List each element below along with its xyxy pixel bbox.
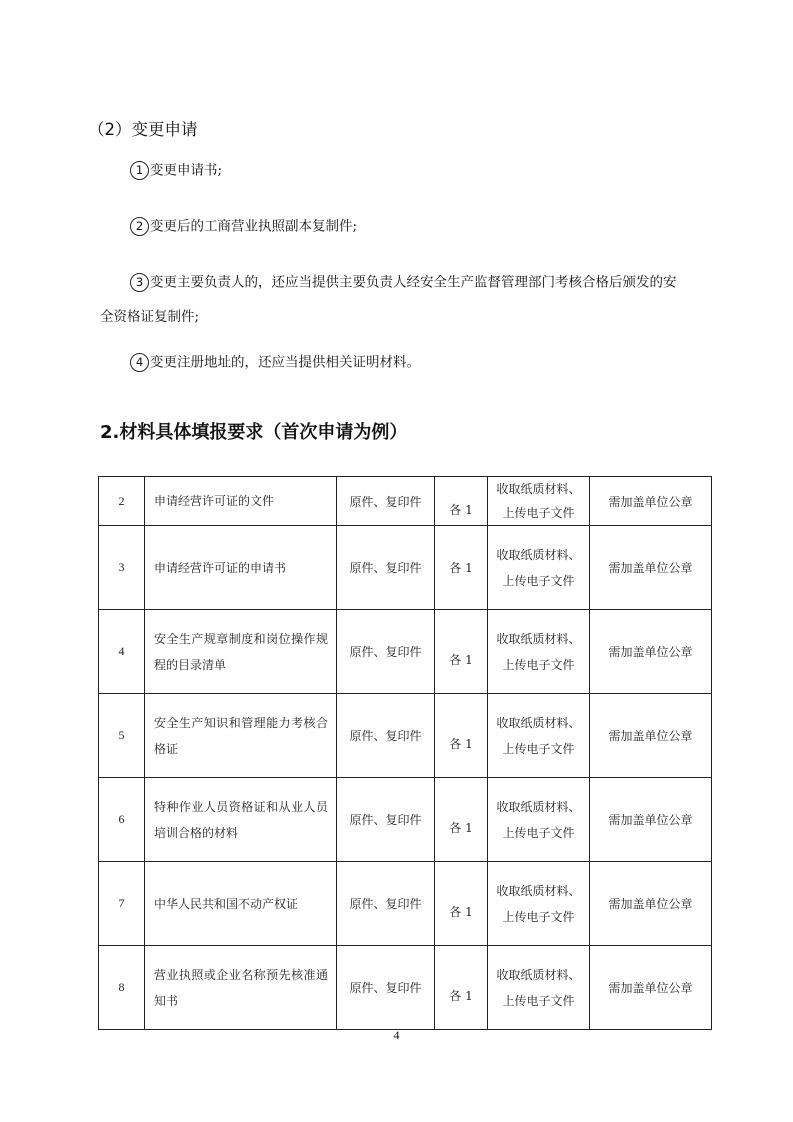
form-line: 上传电子文件 (502, 741, 575, 756)
table-row (99, 862, 712, 946)
cell-note: 需加盖单位公章 (590, 526, 712, 610)
cell-note: 需加盖单位公章 (590, 694, 712, 778)
cell-note: 需加盖单位公章 (590, 862, 712, 946)
list-item-text: 变更主要负责人的，还应当提供主要负责人经安全生产监督管理部门考核合格后颁发的安 (150, 274, 677, 291)
cell-submission-form (488, 694, 590, 778)
cell-material-name: 安全生产规章制度和岗位操作规程的目录清单 (145, 610, 337, 694)
cell-submission-form (488, 610, 590, 694)
quantity-text: 各 1 (449, 502, 473, 517)
circled-number: 1 (130, 161, 149, 180)
cell-number: 4 (99, 610, 145, 694)
form-line: 上传电子文件 (502, 909, 575, 924)
cell-quantity (435, 946, 488, 1030)
list-item (130, 216, 357, 237)
list-item (130, 272, 677, 293)
cell-quantity (435, 477, 488, 526)
form-line: 收取纸质材料、 (496, 715, 581, 730)
table-row (99, 946, 712, 1030)
form-line: 上传电子文件 (502, 657, 575, 672)
circled-number: 3 (130, 273, 149, 292)
cell-number: 8 (99, 946, 145, 1030)
form-line: 收取纸质材料、 (496, 799, 581, 814)
cell-submission-form (488, 946, 590, 1030)
list-item (130, 352, 420, 373)
form-line: 收取纸质材料、 (496, 631, 581, 646)
table-row (99, 610, 712, 694)
materials-table (98, 476, 712, 1030)
cell-material-type: 原件、复印件 (337, 477, 435, 526)
cell-submission-form (488, 862, 590, 946)
cell-material-name: 营业执照或企业名称预先核准通知书 (145, 946, 337, 1030)
form-line: 收取纸质材料、 (496, 883, 581, 898)
cell-number: 5 (99, 694, 145, 778)
table-row (99, 477, 712, 526)
list-item-text: 变更后的工商营业执照副本复制件; (150, 218, 358, 235)
quantity-text: 各 1 (449, 653, 473, 667)
circled-number: 2 (130, 217, 149, 236)
cell-quantity (435, 778, 488, 862)
cell-material-type: 原件、复印件 (337, 610, 435, 694)
cell-submission-form (488, 526, 590, 610)
cell-material-type: 原件、复印件 (337, 778, 435, 862)
form-line: 上传电子文件 (502, 993, 575, 1008)
table-row (99, 526, 712, 610)
sub-heading-change-application: （2）变更申请 (88, 120, 198, 139)
quantity-text: 各 1 (449, 989, 473, 1003)
cell-material-name: 安全生产知识和管理能力考核合格证 (145, 694, 337, 778)
cell-submission-form (488, 778, 590, 862)
cell-material-type: 原件、复印件 (337, 946, 435, 1030)
cell-note: 需加盖单位公章 (590, 477, 712, 526)
cell-note: 需加盖单位公章 (590, 610, 712, 694)
table-row (99, 778, 712, 862)
cell-quantity (435, 862, 488, 946)
cell-note: 需加盖单位公章 (590, 946, 712, 1030)
cell-material-type: 原件、复印件 (337, 694, 435, 778)
form-line: 上传电子文件 (502, 573, 575, 588)
list-item (130, 160, 222, 181)
cell-material-name: 中华人民共和国不动产权证 (145, 862, 337, 946)
cell-material-name: 申请经营许可证的申请书 (145, 526, 337, 610)
form-line: 收取纸质材料、 (496, 547, 581, 562)
form-line: 收取纸质材料、 (496, 967, 581, 982)
circled-number: 4 (130, 353, 149, 372)
cell-note: 需加盖单位公章 (590, 778, 712, 862)
section-heading-materials: 2.材料具体填报要求（首次申请为例） (100, 422, 408, 443)
cell-material-type: 原件、复印件 (337, 526, 435, 610)
form-line: 上传电子文件 (502, 825, 575, 840)
cell-material-name: 特种作业人员资格证和从业人员培训合格的材料 (145, 778, 337, 862)
cell-quantity (435, 694, 488, 778)
list-item-continuation: 全资格证复制件; (100, 309, 200, 325)
cell-number: 7 (99, 862, 145, 946)
list-item-text: 变更申请书; (150, 162, 223, 179)
list-item-text: 变更注册地址的，还应当提供相关证明材料。 (150, 354, 420, 371)
form-line: 上传电子文件 (502, 506, 575, 520)
page-number: 4 (393, 1028, 400, 1042)
cell-material-type: 原件、复印件 (337, 862, 435, 946)
quantity-text: 各 1 (449, 905, 473, 919)
quantity-text: 各 1 (449, 737, 473, 751)
cell-number: 3 (99, 526, 145, 610)
cell-number: 2 (99, 477, 145, 526)
cell-submission-form (488, 477, 590, 526)
quantity-text: 各 1 (449, 561, 473, 575)
quantity-text: 各 1 (449, 821, 473, 835)
table-row (99, 694, 712, 778)
cell-number: 6 (99, 778, 145, 862)
form-line: 收取纸质材料、 (496, 482, 581, 496)
cell-quantity (435, 610, 488, 694)
cell-quantity (435, 526, 488, 610)
cell-material-name: 申请经营许可证的文件 (145, 477, 337, 526)
